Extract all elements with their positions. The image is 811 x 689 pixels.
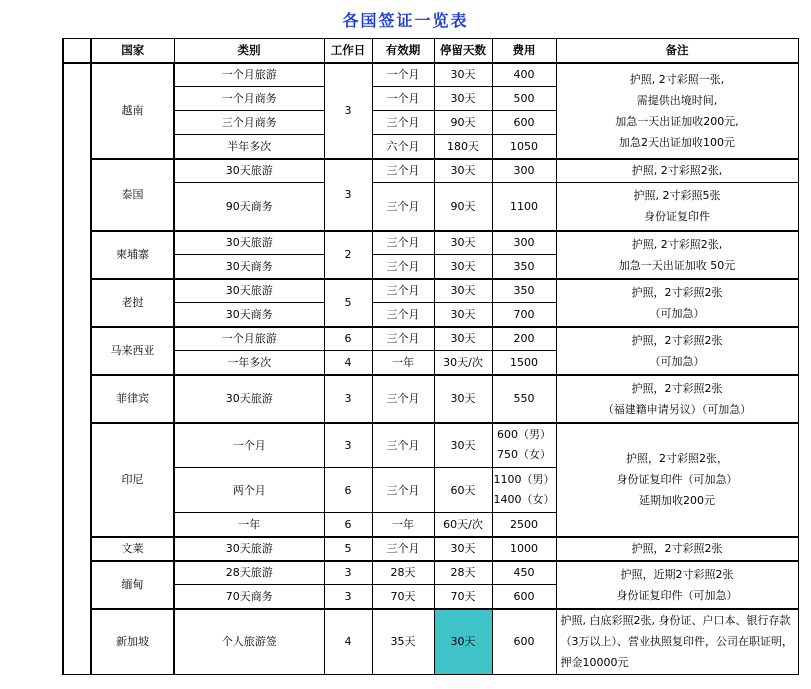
workdays-cell: 3 xyxy=(324,159,372,231)
workdays-cell: 5 xyxy=(324,279,372,327)
table-row xyxy=(63,231,798,255)
header-workdays: 工作日 xyxy=(324,39,372,63)
validity-cell: 70天 xyxy=(372,585,434,609)
country-cell: 马来西亚 xyxy=(91,327,174,375)
type-cell: 30天旅游 xyxy=(174,537,324,561)
note-line: 延期加收200元 xyxy=(639,494,715,507)
fee-cell: 400 xyxy=(492,63,556,87)
fee-cell: 600 xyxy=(492,585,556,609)
validity-cell: 三个月 xyxy=(372,327,434,351)
type-cell: 半年多次 xyxy=(174,135,324,159)
fee-cell xyxy=(492,468,556,513)
stay-cell: 30天 xyxy=(434,231,492,255)
fee-cell: 600 xyxy=(492,609,556,675)
notes-cell xyxy=(556,561,798,609)
stay-cell: 70天 xyxy=(434,585,492,609)
type-cell: 两个月 xyxy=(174,468,324,513)
fee-cell: 500 xyxy=(492,87,556,111)
stay-cell: 28天 xyxy=(434,561,492,585)
validity-cell: 一年 xyxy=(372,513,434,537)
note-line: 加急2天出证加收100元 xyxy=(619,135,735,149)
note-line: 加急一天出证加收 50元 xyxy=(618,258,736,272)
country-cell: 菲律宾 xyxy=(91,375,174,423)
header-type: 类别 xyxy=(174,39,324,63)
validity-cell: 35天 xyxy=(372,609,434,675)
header-blank xyxy=(63,39,91,63)
stay-cell: 60天 xyxy=(434,468,492,513)
table-row xyxy=(63,609,798,675)
type-cell: 一个月商务 xyxy=(174,87,324,111)
fee-line-female: 750（女） xyxy=(497,448,551,462)
validity-cell: 三个月 xyxy=(372,375,434,423)
row-blank-column xyxy=(63,63,91,675)
stay-cell: 30天/次 xyxy=(434,351,492,375)
notes-cell xyxy=(556,327,798,375)
validity-cell: 三个月 xyxy=(372,255,434,279)
type-cell: 30天旅游 xyxy=(174,231,324,255)
validity-cell: 28天 xyxy=(372,561,434,585)
table-row xyxy=(63,63,798,87)
stay-cell: 180天 xyxy=(434,135,492,159)
header-stay: 停留天数 xyxy=(434,39,492,63)
type-cell: 30天旅游 xyxy=(174,159,324,183)
note-line: （福建籍申请另议）（可加急） xyxy=(602,402,752,416)
type-cell: 一个月旅游 xyxy=(174,327,324,351)
type-cell: 70天商务 xyxy=(174,585,324,609)
note-line: 护照，2寸彩照2张， xyxy=(626,452,728,465)
fee-cell: 1050 xyxy=(492,135,556,159)
table-row xyxy=(63,423,798,468)
country-cell: 新加坡 xyxy=(91,609,174,675)
fee-cell: 200 xyxy=(492,327,556,351)
note-line: （可加急） xyxy=(649,306,705,320)
notes-cell xyxy=(556,279,798,327)
workdays-cell: 2 xyxy=(324,231,372,279)
fee-cell: 1500 xyxy=(492,351,556,375)
validity-cell: 三个月 xyxy=(372,468,434,513)
header-validity: 有效期 xyxy=(372,39,434,63)
note-line: 身份证复印件（可加急） xyxy=(616,588,738,602)
workdays-cell: 3 xyxy=(324,585,372,609)
note-line: 护照，近期2寸彩照2张 xyxy=(620,567,734,581)
stay-cell: 30天 xyxy=(434,63,492,87)
stay-cell: 90天 xyxy=(434,111,492,135)
fee-cell: 1000 xyxy=(492,537,556,561)
workdays-cell: 4 xyxy=(324,351,372,375)
fee-cell: 350 xyxy=(492,279,556,303)
stay-cell: 90天 xyxy=(434,183,492,231)
type-cell: 三个月商务 xyxy=(174,111,324,135)
type-cell: 一年多次 xyxy=(174,351,324,375)
fee-cell: 550 xyxy=(492,375,556,423)
note-line: 护照，2寸彩照2张 xyxy=(631,381,723,395)
workdays-cell: 6 xyxy=(324,513,372,537)
country-cell: 缅甸 xyxy=(91,561,174,609)
validity-cell: 一个月 xyxy=(372,87,434,111)
notes-cell xyxy=(556,375,798,423)
workdays-cell: 6 xyxy=(324,468,372,513)
note-line: 护照，2寸彩照2张 xyxy=(631,333,723,347)
workdays-cell: 3 xyxy=(324,561,372,585)
notes-cell xyxy=(556,183,798,231)
notes-cell: 护照, 2寸彩照2张, xyxy=(556,159,798,183)
note-line: （可加急） xyxy=(649,354,705,368)
type-cell: 30天商务 xyxy=(174,303,324,327)
header-notes: 备注 xyxy=(556,39,798,63)
table-row xyxy=(63,279,798,303)
workdays-cell: 3 xyxy=(324,63,372,159)
country-cell: 泰国 xyxy=(91,159,174,231)
type-cell: 90天商务 xyxy=(174,183,324,231)
table-row xyxy=(63,537,798,561)
validity-cell: 三个月 xyxy=(372,279,434,303)
fee-cell: 1100 xyxy=(492,183,556,231)
stay-cell: 30天 xyxy=(434,423,492,468)
validity-cell: 三个月 xyxy=(372,183,434,231)
fee-cell: 300 xyxy=(492,159,556,183)
validity-cell: 三个月 xyxy=(372,537,434,561)
stay-cell: 30天 xyxy=(434,279,492,303)
notes-cell xyxy=(556,231,798,279)
stay-cell-highlighted: 30天 xyxy=(434,609,492,675)
workdays-cell: 5 xyxy=(324,537,372,561)
fee-cell xyxy=(492,423,556,468)
country-cell: 印尼 xyxy=(91,423,174,537)
stay-cell: 60天/次 xyxy=(434,513,492,537)
workdays-cell: 3 xyxy=(324,375,372,423)
validity-cell: 一年 xyxy=(372,351,434,375)
table-row xyxy=(63,561,798,585)
header-country: 国家 xyxy=(91,39,174,63)
validity-cell: 三个月 xyxy=(372,423,434,468)
note-line: 护照, 2寸彩照2张, xyxy=(631,237,723,251)
note-line: 身份证复印件（可加急） xyxy=(616,473,738,486)
header-fee: 费用 xyxy=(492,39,556,63)
note-line: 护照, 2寸彩照5张 xyxy=(633,189,721,203)
note-line: 需提供出境时间, xyxy=(636,93,718,107)
country-cell: 越南 xyxy=(91,63,174,159)
table-row xyxy=(63,375,798,423)
note-line: 身份证复印件 xyxy=(644,210,710,224)
table-row xyxy=(63,327,798,351)
fee-cell: 450 xyxy=(492,561,556,585)
type-cell: 一个月 xyxy=(174,423,324,468)
table-row xyxy=(63,183,798,231)
visa-table xyxy=(62,38,799,675)
type-cell: 30天商务 xyxy=(174,255,324,279)
stay-cell: 30天 xyxy=(434,537,492,561)
type-cell: 30天旅游 xyxy=(174,279,324,303)
country-cell: 老挝 xyxy=(91,279,174,327)
validity-cell: 三个月 xyxy=(372,111,434,135)
notes-cell xyxy=(556,423,798,537)
table-row xyxy=(63,159,798,183)
type-cell: 30天旅游 xyxy=(174,375,324,423)
fee-line-female: 1400（女） xyxy=(493,493,555,506)
validity-cell: 一个月 xyxy=(372,63,434,87)
type-cell: 一个月旅游 xyxy=(174,63,324,87)
stay-cell: 30天 xyxy=(434,327,492,351)
fee-line-male: 600（男） xyxy=(497,428,551,442)
fee-cell: 300 xyxy=(492,231,556,255)
stay-cell: 30天 xyxy=(434,87,492,111)
workdays-cell: 3 xyxy=(324,423,372,468)
stay-cell: 30天 xyxy=(434,159,492,183)
type-cell: 个人旅游签 xyxy=(174,609,324,675)
country-cell: 文莱 xyxy=(91,537,174,561)
note-line: 护照, 2寸彩照一张, xyxy=(629,72,725,86)
stay-cell: 30天 xyxy=(434,303,492,327)
country-cell: 柬埔寨 xyxy=(91,231,174,279)
validity-cell: 三个月 xyxy=(372,231,434,255)
validity-cell: 六个月 xyxy=(372,135,434,159)
notes-cell: 护照, 白底彩照2张, 身份证、户口本、银行存款（3万以上）、营业执照复印件，公司在职证明，押金10000元 xyxy=(556,609,798,675)
notes-cell: 护照，2寸彩照2张 xyxy=(556,537,798,561)
page-title: 各国签证一览表 xyxy=(342,11,469,30)
fee-cell: 350 xyxy=(492,255,556,279)
stay-cell: 30天 xyxy=(434,255,492,279)
type-cell: 28天旅游 xyxy=(174,561,324,585)
validity-cell: 三个月 xyxy=(372,159,434,183)
note-line: 护照，2寸彩照2张 xyxy=(631,285,723,299)
fee-cell: 600 xyxy=(492,111,556,135)
fee-line-male: 1100（男） xyxy=(493,473,555,486)
workdays-cell: 6 xyxy=(324,327,372,351)
workdays-cell: 4 xyxy=(324,609,372,675)
notes-cell xyxy=(556,63,798,159)
stay-cell: 30天 xyxy=(434,375,492,423)
note-line: 加急一天出证加收200元, xyxy=(615,114,739,128)
type-cell: 一年 xyxy=(174,513,324,537)
fee-cell: 2500 xyxy=(492,513,556,537)
header-row xyxy=(63,39,798,63)
validity-cell: 三个月 xyxy=(372,303,434,327)
fee-cell: 700 xyxy=(492,303,556,327)
